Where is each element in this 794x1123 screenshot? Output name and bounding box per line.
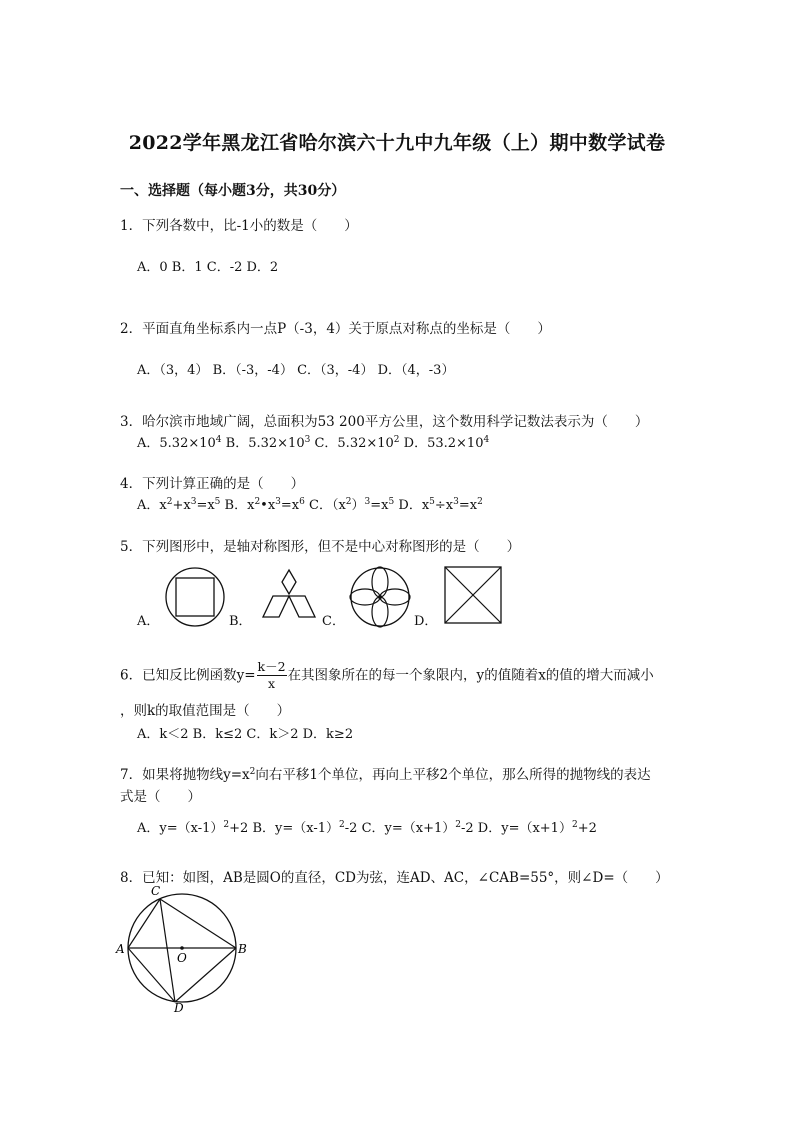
option-a: A．$y=(x-1)^2+2$ bbox=[137, 820, 249, 836]
label-d: D bbox=[174, 1001, 184, 1015]
question-4-stem: 4．下列计算正确的是（ ） bbox=[120, 476, 305, 492]
option-c: C．$(x^2)^3=x^5$ bbox=[309, 497, 395, 513]
option-c: C．5.32×10 bbox=[314, 436, 394, 451]
option-d-label: D． bbox=[414, 614, 438, 629]
question-3-options: A．$5.32\times 10^4$ B．$5.32\times 10^3$ C．$5.32\times 10^2$ D．$53.2\times 10^4$ bbox=[137, 435, 490, 451]
circle-diagram bbox=[114, 880, 254, 1015]
question-7-stem: 7．如果将抛物线$y=x^2$向右平移1个单位，再向上平移2个单位，那么所得的抛物线的表达 bbox=[120, 767, 651, 783]
question-2-options: A．（3，4） B．（-3，-4） C．（3，-4） D．（4，-3） bbox=[137, 363, 455, 378]
option-d: D．53.2×10 bbox=[403, 436, 484, 451]
option-c-label: C． bbox=[322, 614, 345, 629]
figure-circle-petals bbox=[349, 566, 411, 628]
question-6-stem: 6．已知反比例函数y= $\frac{k-2}{x}$ 在其图象所在的每一个象限内，y的值随着x的值的增大而减小 bbox=[120, 659, 654, 692]
question-4-options bbox=[137, 494, 483, 513]
segment-ac bbox=[128, 899, 160, 948]
figure-square-diagonals bbox=[444, 566, 502, 624]
question-6-options: A．k＜2 B．k≤2 C．k＞2 D．k≥2 bbox=[137, 727, 354, 742]
option-d: D．$x^5\div x^3=x^2$ bbox=[398, 497, 483, 513]
option-a: A．$x^2+x^3=x^5$ bbox=[137, 497, 221, 513]
question-8-stem: 8．已知：如图，AB是圆O的直径，CD为弦，连AD、AC，∠CAB=55°，则∠D=（ ） bbox=[120, 870, 669, 886]
option-c: C．$y=(x+1)^2-2$ bbox=[361, 820, 474, 836]
center-point bbox=[180, 946, 184, 950]
section-heading: 一、选择题（每小题3分，共30分） bbox=[120, 183, 346, 199]
question-1-stem: 1．下列各数中，比-1小的数是（ ） bbox=[120, 218, 358, 234]
question-2-stem: 2．平面直角坐标系内一点P（-3，4）关于原点对称点的坐标是（ ） bbox=[120, 321, 551, 337]
option-a: A．5.32×10 bbox=[137, 436, 216, 451]
question-3-stem: 3．哈尔滨市地域广阔，总面积为53 200平方公里，这个数用科学记数法表示为（ ） bbox=[120, 414, 649, 430]
option-b: B．$x^2•x^3=x^6$ bbox=[224, 497, 305, 513]
question-6-line2: ，则k的取值范围是（ ） bbox=[120, 703, 291, 719]
option-b-label: B． bbox=[229, 614, 252, 629]
option-b: B．$y=(x-1)^2-2$ bbox=[252, 820, 358, 836]
figure-circle-square bbox=[164, 566, 226, 628]
figure-three-diamonds bbox=[257, 567, 321, 625]
segment-cb bbox=[160, 899, 236, 948]
label-a: A bbox=[116, 942, 125, 956]
page-title: 2022学年黑龙江省哈尔滨六十九中九年级（上）期中数学试卷 bbox=[128, 132, 666, 154]
label-c: C bbox=[151, 884, 161, 898]
question-1-options: A．0 B．1 C．-2 D．2 bbox=[137, 260, 279, 275]
question-7-line2: 式是（ ） bbox=[120, 789, 201, 805]
label-b: B bbox=[238, 942, 247, 956]
question-5-stem: 5．下列图形中，是轴对称图形，但不是中心对称图形的是（ ） bbox=[120, 539, 521, 555]
question-7-options bbox=[137, 817, 597, 836]
option-b: B．5.32×10 bbox=[225, 436, 305, 451]
label-o: O bbox=[177, 951, 187, 965]
option-a-label: A． bbox=[137, 614, 160, 629]
fraction: $\frac{k-2}{x}$ bbox=[257, 659, 286, 692]
option-d: D．$y=(x+1)^2+2$ bbox=[477, 820, 597, 836]
